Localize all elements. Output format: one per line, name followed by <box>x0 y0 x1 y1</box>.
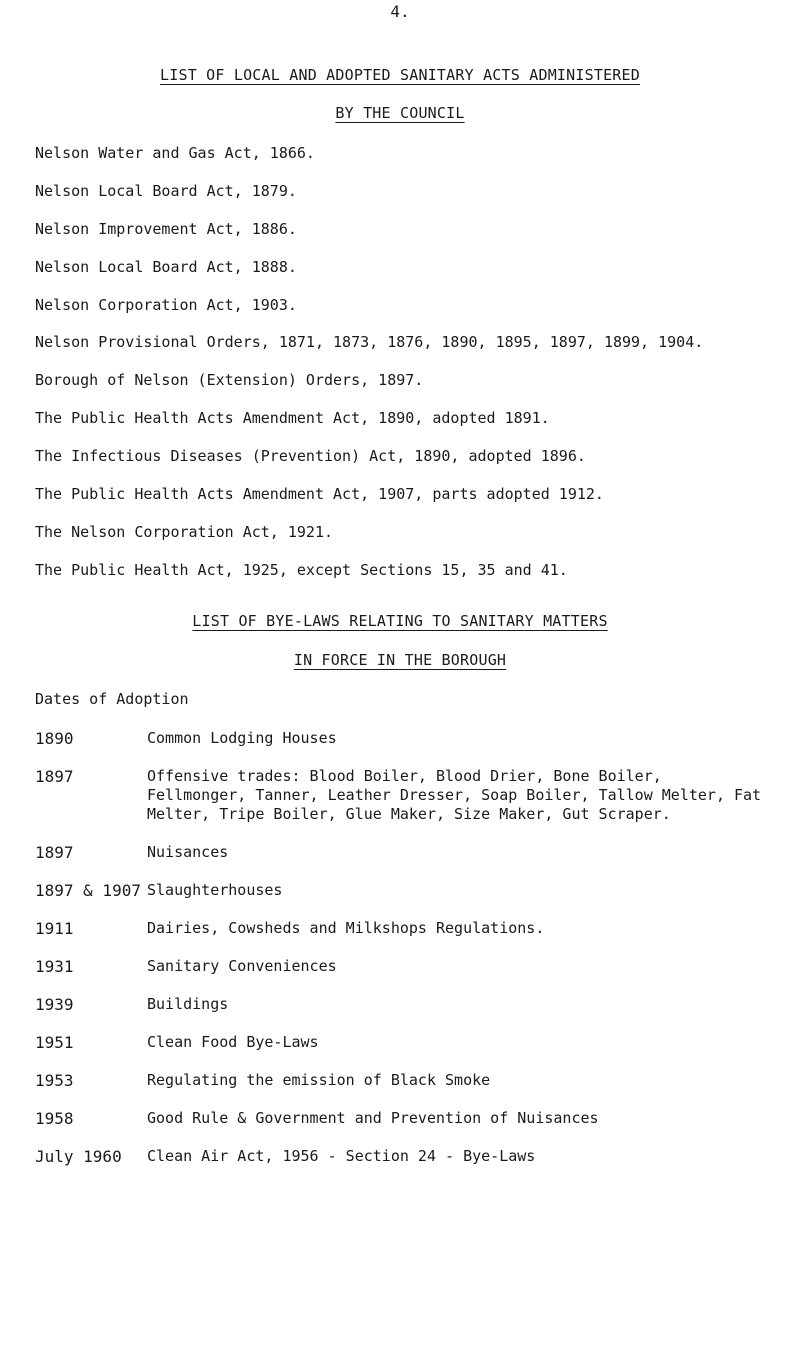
act-item: Nelson Local Board Act, 1879. <box>35 181 297 200</box>
act-item: The Nelson Corporation Act, 1921. <box>35 522 334 541</box>
adoption-date: 1897 <box>35 843 74 862</box>
sanitary-acts-list <box>35 143 703 598</box>
bye-laws-table <box>35 729 765 1166</box>
act-item: The Public Health Acts Amendment Act, 1890, adopted 1891. <box>35 409 550 428</box>
act-item: Nelson Local Board Act, 1888. <box>35 257 297 276</box>
bye-law-description: Nuisances <box>147 843 229 861</box>
adoption-date: July 1960 <box>35 1147 122 1166</box>
adoption-date: 1897 <box>35 767 74 786</box>
act-item: Nelson Provisional Orders, 1871, 1873, 1876, 1890, 1895, 1897, 1899, 1904. <box>35 333 704 352</box>
adoption-date: 1951 <box>35 1033 74 1052</box>
table-row <box>35 1033 765 1071</box>
bye-law-description: Common Lodging Houses <box>147 729 337 747</box>
bye-law-description: Sanitary Conveniences <box>147 957 337 975</box>
table-row <box>35 1071 765 1109</box>
table-row <box>35 919 765 957</box>
act-item: The Public Health Act, 1925, except Sections 15, 35 and 41. <box>35 560 568 579</box>
table-row <box>35 957 765 995</box>
dates-of-adoption-label: Dates of Adoption <box>35 690 189 708</box>
sanitary-acts-heading: LIST OF LOCAL AND ADOPTED SANITARY ACTS ADMINISTERED <box>160 66 640 84</box>
bye-law-description: Slaughterhouses <box>147 881 283 899</box>
bye-law-description: Regulating the emission of Black Smoke <box>147 1071 491 1089</box>
adoption-date: 1939 <box>35 995 74 1014</box>
table-row <box>35 1109 765 1147</box>
act-item: Nelson Corporation Act, 1903. <box>35 295 297 314</box>
table-row <box>35 729 765 767</box>
table-row <box>35 1147 765 1166</box>
adoption-date: 1897 & 1907 <box>35 881 141 900</box>
bye-law-description: Clean Air Act, 1956 - Section 24 - Bye-Laws <box>147 1147 536 1165</box>
adoption-date: 1911 <box>35 919 74 938</box>
adoption-date: 1953 <box>35 1071 74 1090</box>
act-item: Borough of Nelson (Extension) Orders, 1897. <box>35 371 424 390</box>
act-item: The Infectious Diseases (Prevention) Act, 1890, adopted 1896. <box>35 447 586 466</box>
bye-laws-heading: LIST OF BYE-LAWS RELATING TO SANITARY MATTERS <box>192 612 608 630</box>
act-item: The Public Health Acts Amendment Act, 1907, parts adopted 1912. <box>35 485 604 504</box>
adoption-date: 1890 <box>35 729 74 748</box>
bye-law-description: Buildings <box>147 995 229 1013</box>
adoption-date: 1931 <box>35 957 74 976</box>
sanitary-acts-subheading: BY THE COUNCIL <box>335 104 465 122</box>
bye-laws-subheading: IN FORCE IN THE BOROUGH <box>293 651 507 669</box>
bye-law-description: Offensive trades: Blood Boiler, Blood Drier, Bone Boiler, Fellmonger, Tanner, Leather Dresser, Soap Boiler, Tallow Melter, Fat Melter, Tripe Boiler, Glue Maker, Size Maker, Gut Scraper. <box>147 767 762 823</box>
table-row <box>35 843 765 881</box>
table-row <box>35 995 765 1033</box>
act-item: Nelson Improvement Act, 1886. <box>35 219 297 238</box>
page-number: 4. <box>390 2 410 21</box>
table-row <box>35 881 765 919</box>
bye-law-description: Good Rule & Government and Prevention of Nuisances <box>147 1109 599 1127</box>
table-row <box>35 767 765 843</box>
adoption-date: 1958 <box>35 1109 74 1128</box>
bye-law-description: Clean Food Bye-Laws <box>147 1033 319 1051</box>
act-item: Nelson Water and Gas Act, 1866. <box>35 144 315 162</box>
bye-law-description: Dairies, Cowsheds and Milkshops Regulations. <box>147 919 545 937</box>
